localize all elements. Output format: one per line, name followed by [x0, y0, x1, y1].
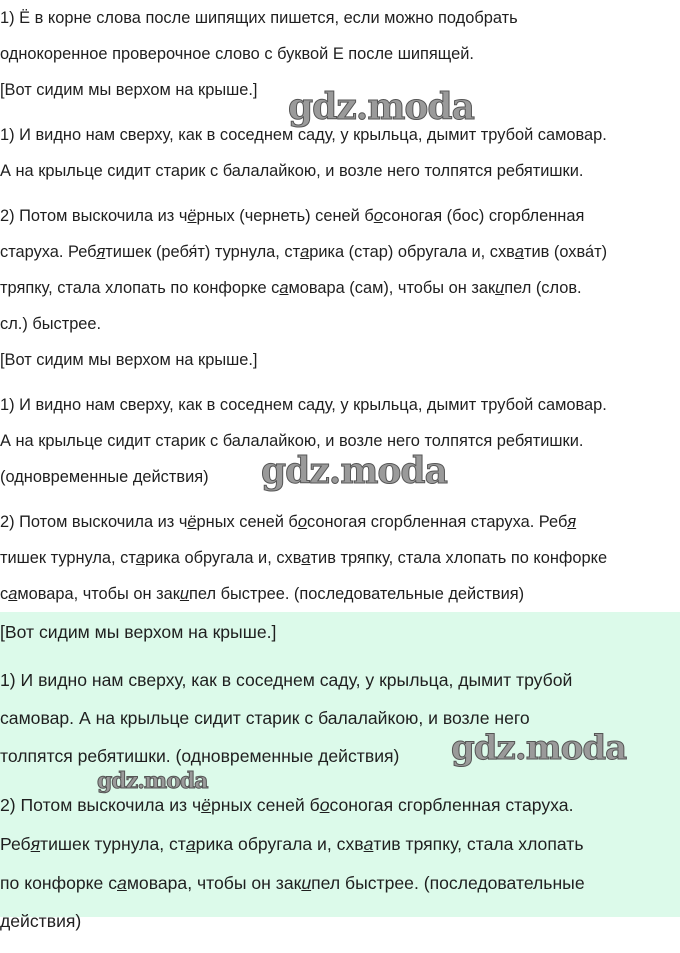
text-segment: мовара (сам), чтобы он зак	[288, 279, 496, 297]
watermark-2: gdz.moda	[261, 450, 447, 492]
watermark-1: gdz.moda	[288, 86, 474, 128]
text-line: А на крыльце сидит старик с балалайкою, и возле него толпятся ребятишки.	[0, 432, 584, 450]
text-line	[0, 834, 584, 854]
text-line	[0, 242, 607, 262]
text-line: 1) И видно нам сверху, как в соседнем саду, у крыльца, дымит трубой	[0, 670, 573, 690]
text-segment: рных сеней б	[196, 513, 298, 531]
underlined-letter: ё	[201, 795, 211, 815]
text-segment: с	[0, 585, 9, 603]
underlined-letter: я	[567, 513, 577, 531]
text-line: самовар. А на крыльце сидит старик с балалайкою, и возле него	[0, 708, 530, 728]
text-segment: мовара, чтобы он зак	[17, 585, 180, 603]
underlined-letter: а	[300, 243, 310, 261]
text-segment: рика (стар) обругала и, схв	[309, 243, 515, 261]
text-segment: 2) Потом выскочила из ч	[0, 207, 188, 225]
text-segment: тишек турнула, ст	[0, 549, 136, 567]
underlined-letter: и	[179, 585, 190, 603]
text-line: (одновременные действия)	[0, 468, 209, 486]
underlined-letter: ё	[187, 207, 197, 225]
text-line: 1) И видно нам сверху, как в соседнем саду, у крыльца, дымит трубой самовар.	[0, 396, 607, 414]
text-segment: соногая сгорбленная старуха.	[329, 795, 574, 815]
text-segment: рных (чернеть) сеней б	[196, 207, 374, 225]
underlined-letter: и	[301, 873, 312, 893]
underlined-letter: а	[363, 834, 374, 854]
watermark-3: gdz.moda	[451, 728, 627, 768]
text-line: 1) Ё в корне слова после шипящих пишется, если можно подобрать	[0, 9, 518, 27]
underlined-letter: я	[30, 834, 41, 854]
text-segment: тив тряпку, стала хлопать	[373, 834, 584, 854]
text-segment: соногая (бос) сгорбленная	[382, 207, 585, 225]
text-segment: по конфорке с	[0, 873, 118, 893]
text-line: А на крыльце сидит старик с балалайкою, и возле него толпятся ребятишки.	[0, 162, 584, 180]
text-segment: соногая сгорбленная старуха. Реб	[306, 513, 568, 531]
text-segment: тишек (ребя́т) турнула, ст	[105, 243, 301, 261]
underlined-letter: о	[373, 207, 383, 225]
underlined-letter: о	[319, 795, 330, 815]
text-segment: мовара, чтобы он зак	[126, 873, 302, 893]
text-line: толпятся ребятишки. (одновременные действия)	[0, 746, 400, 766]
text-segment: тряпку, стала хлопать по конфорке с	[0, 279, 280, 297]
text-line	[0, 278, 582, 298]
underlined-letter: о	[297, 513, 307, 531]
text-segment: пел (слов.	[504, 279, 582, 297]
text-line: сл.) быстрее.	[0, 315, 102, 333]
underlined-letter: а	[135, 549, 145, 567]
text-segment: пел быстрее. (последовательные	[311, 873, 585, 893]
text-segment: тив (охва́т)	[523, 243, 608, 261]
text-segment: тив тряпку, стала хлопать по конфорке	[310, 549, 608, 567]
text-line	[0, 584, 524, 604]
text-line: [Вот сидим мы верхом на крыше.]	[0, 351, 258, 369]
text-line	[0, 548, 607, 568]
underlined-letter: а	[279, 279, 289, 297]
underlined-letter: я	[96, 243, 106, 261]
text-line	[0, 795, 573, 815]
text-segment: 2) Потом выскочила из ч	[0, 795, 202, 815]
text-line: однокоренное проверочное слово с буквой Е после шипящей.	[0, 45, 474, 63]
underlined-letter: а	[514, 243, 524, 261]
underlined-letter: а	[117, 873, 127, 893]
text-line	[0, 873, 585, 893]
text-segment: 2) Потом выскочила из ч	[0, 513, 188, 531]
text-line: 1) И видно нам сверху, как в соседнем саду, у крыльца, дымит трубой самовар.	[0, 126, 607, 144]
underlined-letter: и	[495, 279, 505, 297]
underlined-letter: а	[301, 549, 311, 567]
text-segment: рных сеней б	[210, 795, 320, 815]
text-segment: Реб	[0, 834, 31, 854]
text-line: [Вот сидим мы верхом на крыше.]	[0, 622, 277, 642]
underlined-letter: ё	[187, 513, 197, 531]
text-line	[0, 512, 576, 532]
text-line	[0, 206, 584, 226]
underlined-letter: а	[8, 585, 18, 603]
text-segment: старуха. Реб	[0, 243, 97, 261]
text-segment: рика обругала и, схв	[195, 834, 364, 854]
underlined-letter: а	[185, 834, 196, 854]
text-segment: тишек турнула, ст	[40, 834, 186, 854]
text-line: [Вот сидим мы верхом на крыше.]	[0, 81, 258, 99]
text-segment: рика обругала и, схв	[144, 549, 302, 567]
text-line: действия)	[0, 911, 82, 931]
text-segment: пел быстрее. (последовательные действия)	[189, 585, 525, 603]
watermark-4: gdz.moda	[97, 768, 208, 794]
